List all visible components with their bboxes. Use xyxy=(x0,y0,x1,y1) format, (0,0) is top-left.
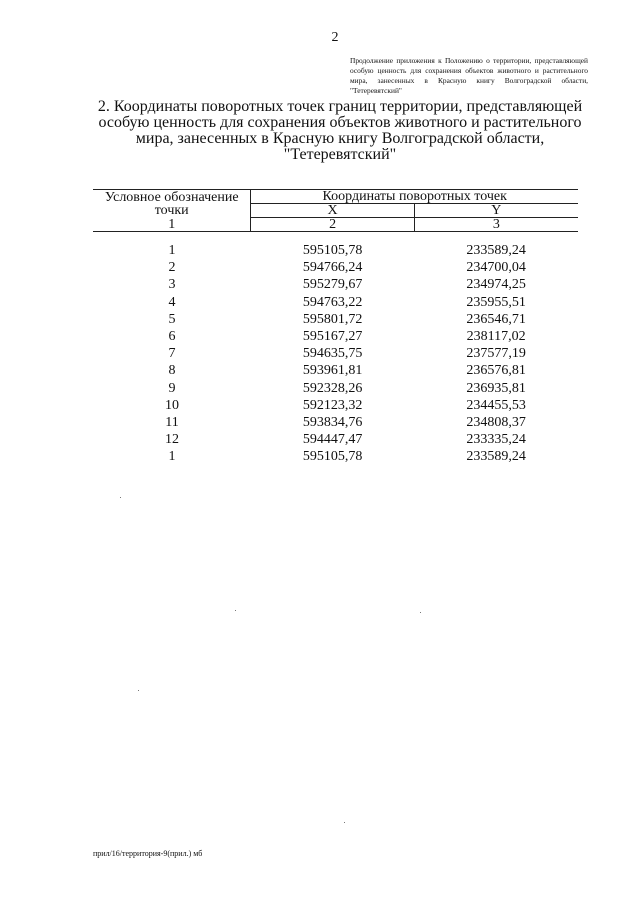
x-cell: 594766,24 xyxy=(302,260,363,276)
point-cell: 11 xyxy=(165,414,179,430)
x-cell: 593961,81 xyxy=(302,363,363,379)
y-cell: 233335,24 xyxy=(466,432,526,448)
footer-file-reference: прил/16/территория-9(прил.) мб xyxy=(93,849,203,858)
y-cell: 233589,24 xyxy=(466,449,526,465)
point-cell: 1 xyxy=(168,243,176,259)
table-row xyxy=(93,431,578,448)
point-cell: 4 xyxy=(168,294,176,310)
y-cell: 234974,25 xyxy=(466,277,526,293)
x-cell: 595105,78 xyxy=(302,449,363,465)
scan-speck xyxy=(235,610,236,611)
y-cell: 236546,71 xyxy=(466,311,526,327)
x-cell: 595167,27 xyxy=(302,329,363,345)
table-row xyxy=(93,345,578,362)
point-cell: 10 xyxy=(164,397,179,413)
y-cell: 238117,02 xyxy=(466,329,526,345)
table-row xyxy=(93,294,578,311)
header-point-designation: Условное обозначение точки xyxy=(93,190,251,218)
table-row xyxy=(93,397,578,414)
point-cell: 12 xyxy=(164,432,179,448)
y-cell: 236576,81 xyxy=(466,363,526,379)
point-cell: 5 xyxy=(168,311,176,327)
x-cell: 593834,76 xyxy=(302,414,363,430)
section-title-line: "Тетеревятский" xyxy=(283,146,397,163)
x-cell: 595801,72 xyxy=(302,311,363,327)
y-cell: 234808,37 xyxy=(466,414,526,430)
table-row xyxy=(93,328,578,345)
table-row xyxy=(93,259,578,276)
y-cell: 234700,04 xyxy=(466,260,526,276)
x-cell: 594763,22 xyxy=(302,294,363,310)
y-cell: 236935,81 xyxy=(466,380,526,396)
y-cell: 234455,53 xyxy=(466,397,526,413)
point-cell: 9 xyxy=(168,380,176,396)
section-title-line: мира, занесенных в Красную книгу Волгоградской области, xyxy=(135,130,545,147)
table-row xyxy=(93,448,578,465)
x-cell: 595279,67 xyxy=(302,277,363,293)
x-cell: 592328,26 xyxy=(302,380,363,396)
header-note: Продолжение приложения к Положению о территории, представляющей особую ценность для сохранения объектов животного и растительного мира, занесенных в Красную книгу Волгоградской области, "Тетеревятский" xyxy=(350,56,588,95)
y-cell: 233589,24 xyxy=(466,243,526,259)
section-title xyxy=(90,99,590,163)
x-cell: 594635,75 xyxy=(302,346,363,362)
column-number: 1 xyxy=(93,218,251,232)
table-row xyxy=(93,414,578,431)
header-x: X xyxy=(251,204,414,218)
table-row xyxy=(93,380,578,397)
scan-speck xyxy=(138,690,139,691)
table-row xyxy=(93,362,578,379)
x-cell: 595105,78 xyxy=(302,243,363,259)
coordinates-table xyxy=(93,189,578,465)
point-cell: 6 xyxy=(168,329,176,345)
point-cell: 1 xyxy=(168,449,176,465)
column-number: 3 xyxy=(414,218,578,232)
x-cell: 594447,47 xyxy=(302,432,363,448)
table-row xyxy=(93,311,578,328)
scan-speck xyxy=(120,497,121,498)
header-y: Y xyxy=(414,204,578,218)
table-row xyxy=(93,276,578,293)
scan-speck xyxy=(344,822,345,823)
table-row xyxy=(93,242,578,259)
x-cell: 592123,32 xyxy=(302,397,363,413)
point-cell: 2 xyxy=(168,260,176,276)
y-cell: 237577,19 xyxy=(466,346,526,362)
page-number: 2 xyxy=(331,30,339,45)
scan-speck xyxy=(420,612,421,613)
section-title-line: 2. Координаты поворотных точек границ территории, представляющей xyxy=(97,98,583,115)
header-coordinates: Координаты поворотных точек xyxy=(251,190,578,204)
column-number: 2 xyxy=(251,218,414,232)
point-cell: 3 xyxy=(168,277,176,293)
y-cell: 235955,51 xyxy=(466,294,526,310)
point-cell: 8 xyxy=(168,363,176,379)
section-title-line: особую ценность для сохранения объектов животного и растительного xyxy=(98,114,582,131)
point-cell: 7 xyxy=(168,346,176,362)
